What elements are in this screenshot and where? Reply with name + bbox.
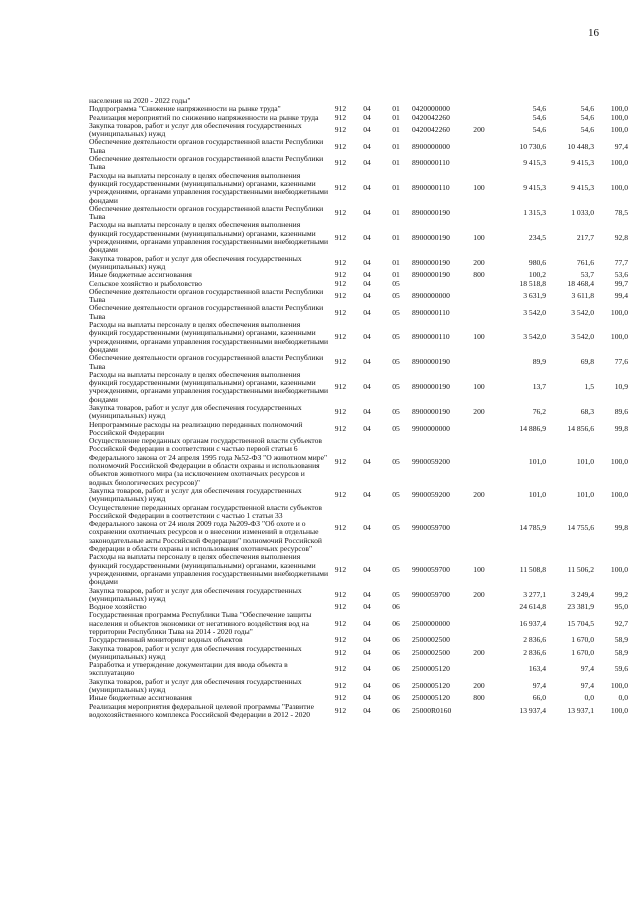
row-subsection: 01 [392,208,400,217]
row-executed-amount: 1 670,0 [571,635,594,645]
row-executed-amount: 68,3 [580,407,594,417]
table-row [89,504,629,554]
row-percent: 58,9 [614,647,628,657]
row-name: Закупка товаров, работ и услуг для обеспечения государственных (муниципальных) нужд [89,485,302,504]
row-section: 04 [363,693,371,703]
row-section: 04 [363,382,371,392]
row-percent: 100,0 [610,705,628,715]
table-row [89,354,629,371]
row-section: 04 [363,705,371,715]
row-subsection: 01 [392,158,400,168]
row-name: Закупка товаров, работ и услуг для обеспечения государственных (муниципальных) нужд [89,643,302,661]
row-expense-type: 200 [473,647,485,657]
row-target-article: 8900000190 [412,232,450,242]
row-executed-amount: 3 611,8 [571,290,594,300]
row-target-article: 2500005120 [412,664,450,674]
row-planned-amount: 13 937,4 [519,705,546,715]
row-section: 04 [363,490,371,500]
row-section: 04 [363,664,371,674]
table-row [89,221,629,254]
row-section: 04 [363,158,371,168]
row-target-article: 9900059700 [412,523,450,533]
row-percent: 95,0 [614,602,628,612]
row-grbs: 912 [334,693,347,703]
row-percent: 99,8 [614,523,628,533]
table-row [89,155,629,172]
row-subsection: 01 [392,232,400,242]
page-number: 16 [588,27,599,39]
row-grbs: 912 [334,423,347,433]
row-name: Расходы на выплаты персоналу в целях обеспечения выполнения функций государственными (муниципальными) органами, казенными учреждениями, органами управления государственными внебюджетными фондами [89,552,329,587]
row-target-article: 9900059700 [412,589,450,599]
row-executed-amount: 14 856,6 [567,423,594,433]
row-executed-amount: 97,4 [580,664,594,674]
row-percent: 99,4 [614,290,628,300]
row-name: Расходы на выплаты персоналу в целях обеспечения выполнения функций государственными (муниципальными) органами, казенными учреждениями, органами управления государственными внебюджетными фондами [89,369,329,404]
row-section: 04 [363,456,371,466]
row-planned-amount: 89,9 [532,357,546,367]
row-planned-amount: 234,5 [528,232,546,242]
row-percent: 99,8 [614,423,628,433]
row-planned-amount: 18 518,8 [519,278,546,288]
row-expense-type: 800 [473,270,485,280]
row-target-article: 8900000000 [412,290,450,300]
row-planned-amount: 3 542,0 [523,307,546,317]
row-executed-amount: 18 468,4 [567,278,594,288]
row-name: Обеспечение деятельности органов государственной власти Республики Тыва [89,154,324,172]
table-row [89,661,629,678]
row-subsection: 01 [392,141,400,151]
row-target-article: 2500000000 [412,618,450,628]
row-target-article: 2500002500 [412,635,450,645]
row-target-article: 8900000110 [412,158,450,168]
row-name: Водное хозяйство [89,602,147,612]
row-executed-amount: 54,6 [580,112,594,122]
row-target-article: 8900000190 [412,357,450,367]
row-planned-amount: 13,7 [532,382,546,392]
row-percent: 89,6 [614,407,628,417]
row-grbs: 912 [334,490,347,500]
row-subsection: 05 [392,456,400,466]
row-grbs: 912 [334,270,347,280]
row-expense-type: 200 [473,680,485,690]
row-executed-amount: 69,8 [580,357,594,367]
row-section: 04 [363,278,371,288]
row-grbs: 912 [334,705,347,715]
row-percent: 77,7 [614,257,628,267]
row-executed-amount: 9 415,3 [571,158,594,168]
table-row [89,487,629,504]
row-section: 04 [363,332,371,342]
row-planned-amount: 14 785,9 [519,523,546,533]
row-subsection: 06 [392,602,400,612]
row-name: населения на 2020 - 2022 годы" [89,96,191,105]
row-percent: 92,7 [614,618,628,628]
row-percent: 99,7 [614,278,628,288]
row-subsection: 01 [392,104,400,114]
row-subsection: 05 [392,357,400,367]
row-grbs: 912 [334,112,347,122]
row-subsection: 01 [392,257,400,267]
row-grbs: 912 [334,232,347,242]
row-percent: 53,6 [614,270,628,280]
row-name: Закупка товаров, работ и услуг для обеспечения государственных (муниципальных) нужд [89,253,302,271]
row-percent: 100,0 [610,332,628,342]
row-section: 04 [363,290,371,300]
table-row [89,288,629,305]
row-subsection: 05 [392,332,400,342]
row-planned-amount: 97,4 [532,680,546,690]
row-name: Иные бюджетные ассигнования [89,693,192,703]
row-name: Обеспечение деятельности органов государственной власти Республики Тыва [89,303,324,321]
table-row [89,304,629,321]
row-grbs: 912 [334,589,347,599]
row-target-article: 8900000110 [412,307,450,317]
row-planned-amount: 163,4 [528,664,546,674]
row-subsection: 05 [392,307,400,317]
row-planned-amount: 16 937,4 [519,618,546,628]
table-row [89,122,629,139]
row-planned-amount: 66,0 [532,693,546,703]
row-subsection: 06 [392,647,400,657]
row-executed-amount: 54,6 [580,104,594,114]
row-name: Реализация мероприятий по снижению напряженности на рынке труда [89,112,319,122]
row-grbs: 912 [334,664,347,674]
row-section: 04 [363,232,371,242]
row-section: 04 [363,407,371,417]
row-name: Закупка товаров, работ и услуг для обеспечения государственных (муниципальных) нужд [89,402,302,421]
row-executed-amount: 217,7 [576,232,594,242]
row-planned-amount: 54,6 [532,104,546,114]
row-grbs: 912 [334,125,347,135]
row-executed-amount: 14 755,6 [567,523,594,533]
row-executed-amount: 11 506,2 [567,564,594,574]
row-name: Обеспечение деятельности органов государственной власти Республики Тыва [89,286,324,305]
row-percent: 100,0 [610,104,628,114]
row-percent: 100,0 [610,125,628,135]
row-name: Подпрограмма "Снижение напряженности на рынке труда" [89,104,281,114]
row-grbs: 912 [334,332,347,342]
row-percent: 100,0 [610,307,628,317]
row-subsection: 05 [392,407,400,417]
row-subsection: 05 [392,589,400,599]
row-expense-type: 800 [473,693,485,703]
row-grbs: 912 [334,357,347,367]
row-planned-amount: 11 508,8 [519,564,546,574]
row-name: Осуществление переданных органам государственной власти субъектов Российской Федерации в соответствии с частью первой статьи 6 Федерального закона от 24 апреля 1995 года №52-ФЗ "О животном мире" полномочий Российской Федерации в области охраны и использования объектов животного мира (за исключением охотничьих ресурсов и водных биологических ресурсов)" [89,436,328,487]
row-target-article: 2500002500 [412,647,450,657]
row-grbs: 912 [334,257,347,267]
row-planned-amount: 24 614,8 [519,602,546,612]
row-grbs: 912 [334,564,347,574]
row-expense-type: 200 [473,257,485,267]
row-grbs: 912 [334,602,347,612]
table-row [89,703,629,720]
row-expense-type: 100 [473,332,485,342]
row-target-article: 2500005120 [412,693,450,703]
row-percent: 10,9 [614,382,628,392]
row-target-article: 8900000190 [412,407,450,417]
row-planned-amount: 9 415,3 [523,158,546,168]
row-subsection: 06 [392,705,400,715]
row-section: 04 [363,104,371,114]
row-grbs: 912 [334,680,347,690]
row-planned-amount: 9 415,3 [523,183,546,193]
row-subsection: 05 [392,423,400,433]
table-row [89,321,629,354]
row-executed-amount: 1 033,0 [571,208,594,217]
row-executed-amount: 1,5 [584,382,594,392]
row-name: Государственный мониторинг водных объектов [89,635,243,645]
row-section: 04 [363,307,371,317]
row-name: Закупка товаров, работ и услуг для обеспечения государственных (муниципальных) нужд [89,585,302,603]
row-grbs: 912 [334,141,347,151]
row-section: 04 [363,208,371,217]
row-executed-amount: 1 670,0 [571,647,594,657]
row-expense-type: 200 [473,407,485,417]
row-planned-amount: 3 542,0 [523,332,546,342]
row-grbs: 912 [334,208,347,217]
row-subsection: 01 [392,112,400,122]
row-section: 04 [363,423,371,433]
row-grbs: 912 [334,523,347,533]
row-planned-amount: 101,0 [528,490,546,500]
table-row [89,138,629,155]
row-subsection: 06 [392,664,400,674]
row-name: Закупка товаров, работ и услуг для обеспечения государственных (муниципальных) нужд [89,676,302,695]
row-subsection: 05 [392,290,400,300]
row-percent: 100,0 [610,112,628,122]
row-percent: 100,0 [610,680,628,690]
row-planned-amount: 76,2 [532,407,546,417]
row-subsection: 05 [392,382,400,392]
row-grbs: 912 [334,307,347,317]
row-grbs: 912 [334,647,347,657]
row-percent: 100,0 [610,490,628,500]
row-name: Иные бюджетные ассигнования [89,270,192,280]
row-executed-amount: 3 249,4 [571,589,594,599]
row-percent: 78,5 [614,208,628,217]
row-section: 04 [363,523,371,533]
row-section: 04 [363,112,371,122]
row-subsection: 05 [392,490,400,500]
row-grbs: 912 [334,183,347,193]
budget-table [89,97,629,719]
table-row [89,678,629,695]
row-grbs: 912 [334,158,347,168]
row-subsection: 06 [392,618,400,628]
row-expense-type: 100 [473,183,485,193]
row-subsection: 06 [392,680,400,690]
row-section: 04 [363,270,371,280]
row-target-article: 0420000000 [412,104,450,114]
row-section: 04 [363,141,371,151]
row-name: Обеспечение деятельности органов государственной власти Республики Тыва [89,203,324,222]
row-grbs: 912 [334,278,347,288]
row-name: Расходы на выплаты персоналу в целях обеспечения выполнения функций государственными (муниципальными) органами, казенными учреждениями, органами управления государственными внебюджетными фондами [89,320,329,354]
table-row [89,172,629,205]
row-target-article: 8900000190 [412,382,450,392]
row-target-article: 8900000110 [412,183,450,193]
row-section: 04 [363,647,371,657]
row-section: 04 [363,183,371,193]
table-row [89,421,629,438]
row-executed-amount: 15 704,5 [567,618,594,628]
table-row [89,587,629,604]
row-executed-amount: 761,6 [576,257,594,267]
row-executed-amount: 0,0 [584,693,594,703]
row-executed-amount: 9 415,3 [571,183,594,193]
row-grbs: 912 [334,618,347,628]
row-percent: 99,2 [614,589,628,599]
row-percent: 0,0 [618,693,628,703]
row-planned-amount: 54,6 [532,112,546,122]
row-planned-amount: 3 277,1 [523,589,546,599]
row-section: 04 [363,635,371,645]
row-percent: 92,8 [614,232,628,242]
row-name: Обеспечение деятельности органов государственной власти Республики Тыва [89,137,324,155]
row-grbs: 912 [334,407,347,417]
row-name: Непрограммные расходы на реализацию переданных полномочий Российской Федерации [89,419,303,437]
row-percent: 100,0 [610,564,628,574]
row-planned-amount: 3 631,9 [523,290,546,300]
row-target-article: 9900059700 [412,564,450,574]
row-subsection: 05 [392,564,400,574]
row-target-article: 8900000190 [412,270,450,280]
row-name: Расходы на выплаты персоналу в целях обеспечения выполнения функций государственными (муниципальными) органами, казенными учреждениями, органами управления государственными внебюджетными фондами [89,170,329,205]
row-percent: 100,0 [610,183,628,193]
row-percent: 100,0 [610,158,628,168]
row-expense-type: 200 [473,490,485,500]
table-row [89,611,629,636]
row-name: Расходы на выплаты персоналу в целях обеспечения выполнения функций государственными (муниципальными) органами, казенными учреждениями, органами управления государственными внебюджетными фондами [89,220,329,255]
row-target-article: 0420042260 [412,125,450,135]
row-executed-amount: 23 381,9 [567,602,594,612]
row-section: 04 [363,357,371,367]
row-grbs: 912 [334,635,347,645]
table-row [89,371,629,404]
row-name: Сельское хозяйство и рыболовство [89,278,202,288]
row-grbs: 912 [334,382,347,392]
table-row [89,553,629,586]
row-planned-amount: 10 730,6 [519,141,546,151]
row-target-article: 9900000000 [412,423,450,433]
row-expense-type: 100 [473,232,485,242]
row-subsection: 06 [392,693,400,703]
row-planned-amount: 14 886,9 [519,423,546,433]
row-section: 04 [363,680,371,690]
row-executed-amount: 101,0 [576,490,594,500]
row-name: Обеспечение деятельности органов государственной власти Республики Тыва [89,353,324,371]
row-section: 04 [363,257,371,267]
row-target-article: 9900059200 [412,456,450,466]
row-planned-amount: 980,6 [528,257,546,267]
table-row [89,404,629,421]
row-executed-amount: 3 542,0 [571,332,594,342]
row-grbs: 912 [334,104,347,114]
row-expense-type: 100 [473,564,485,574]
row-subsection: 01 [392,183,400,193]
row-percent: 58,9 [614,635,628,645]
row-subsection: 05 [392,523,400,533]
row-percent: 97,4 [614,141,628,151]
row-subsection: 01 [392,125,400,135]
row-section: 04 [363,589,371,599]
row-grbs: 912 [334,456,347,466]
row-target-article: 2500005120 [412,680,450,690]
row-executed-amount: 54,6 [580,125,594,135]
row-name: Закупка товаров, работ и услуг для обеспечения государственных (муниципальных) нужд [89,120,302,139]
row-executed-amount: 3 542,0 [571,307,594,317]
row-planned-amount: 54,6 [532,125,546,135]
row-planned-amount: 2 836,6 [523,635,546,645]
table-row [89,255,629,272]
row-grbs: 912 [334,290,347,300]
row-name: Разработка и утверждение документации для ввода объекта в эксплуатацию [89,660,288,678]
row-subsection: 01 [392,270,400,280]
row-name: Реализация мероприятия федеральной целевой программы "Развитие водохозяйственного комплекса Российской Федерации в 2012 - 2020 [89,701,314,719]
row-section: 04 [363,602,371,612]
row-planned-amount: 2 836,6 [523,647,546,657]
row-target-article: 0420042260 [412,112,450,122]
row-percent: 59,6 [614,664,628,674]
row-planned-amount: 100,2 [528,270,546,280]
row-expense-type: 200 [473,589,485,599]
row-executed-amount: 10 448,3 [567,141,594,151]
table-row [89,205,629,222]
table-row [89,437,629,487]
row-planned-amount: 1 315,3 [523,208,546,217]
row-executed-amount: 53,7 [580,270,594,280]
row-target-article: 25000R0160 [412,705,452,715]
row-subsection: 06 [392,635,400,645]
table-row [89,645,629,662]
row-expense-type: 100 [473,382,485,392]
row-name: Осуществление переданных органам государственной власти субъектов Российской Федерации в соответствии с частью 1 статьи 33 Федерального закона от 24 июля 2009 года №209-ФЗ "Об охоте и о сохранении охотничьих ресурсов и о внесении изменений в отдельные законодательные акты Российской Федерации" полномочий Российской Федерации в области охраны и использования охотничьих ресурсов" [89,502,323,554]
row-subsection: 05 [392,278,400,288]
row-percent: 100,0 [610,456,628,466]
row-target-article: 8900000190 [412,257,450,267]
row-expense-type: 200 [473,125,485,135]
row-percent: 77,6 [614,357,628,367]
row-target-article: 9900059200 [412,490,450,500]
row-target-article: 8900000000 [412,141,450,151]
row-planned-amount: 101,0 [528,456,546,466]
row-target-article: 8900000110 [412,332,450,342]
row-executed-amount: 13 937,1 [567,705,594,715]
row-target-article: 8900000190 [412,208,450,217]
row-section: 04 [363,125,371,135]
row-name: Государственная программа Республики Тыва "Обеспечение защиты населения и объектов экономики от негативного воздействия вод на территории Республики Тыва на 2014 - 2020 годы" [89,610,312,636]
row-executed-amount: 101,0 [576,456,594,466]
row-section: 04 [363,618,371,628]
row-executed-amount: 97,4 [580,680,594,690]
row-section: 04 [363,564,371,574]
